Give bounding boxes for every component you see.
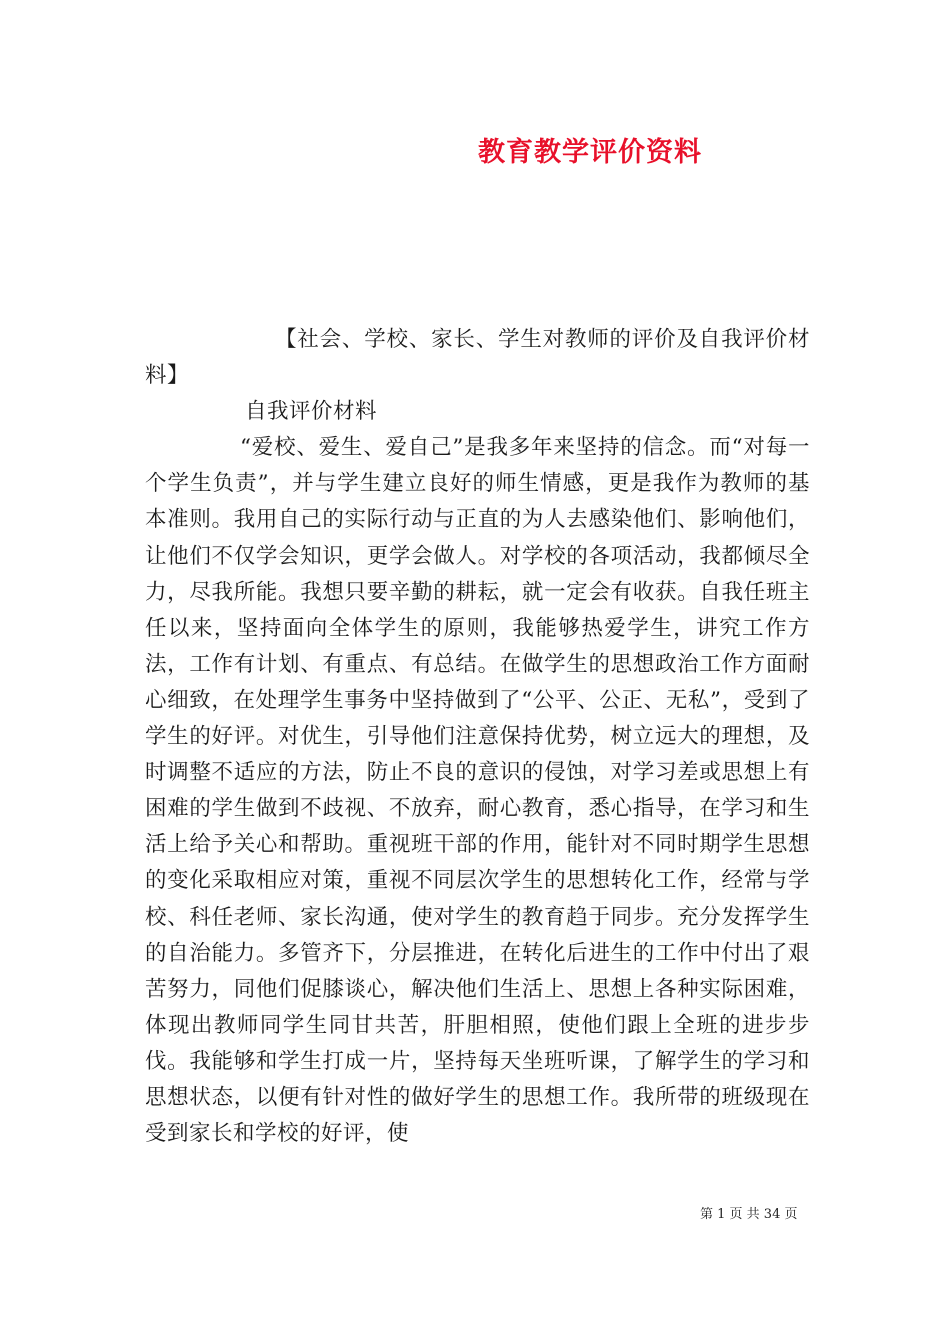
section-heading: 【社会、学校、家长、学生对教师的评价及自我评价材料】	[145, 327, 810, 389]
page-number-footer: 第 1 页 共 34 页	[700, 1207, 798, 1222]
document-body	[145, 322, 810, 1152]
document-title: 教育教学评价资料	[478, 137, 702, 168]
body-paragraph: “爱校、爱生、爱自己”是我多年来坚持的信念。而“对每一个学生负责”，并与学生建立良好的师生情感，更是我作为教师的基本准则。我用自己的实际行动与正直的为人去感染他们、影响他们，让他们不仅学会知识，更学会做人。对学校的各项活动，我都倾尽全力，尽我所能。我想只要辛勤的耕耘，就一定会有收获。自我任班主任以来，坚持面向全体学生的原则，我能够热爱学生，讲究工作方法，工作有计划、有重点、有总结。在做学生的思想政治工作方面耐心细致，在处理学生事务中坚持做到了“公平、公正、无私”，受到了学生的好评。对优生，引导他们注意保持优势，树立远大的理想，及时调整不适应的方法，防止不良的意识的侵蚀，对学习差或思想上有困难的学生做到不歧视、不放弃，耐心教育，悉心指导，在学习和生活上给予关心和帮助。重视班干部的作用，能针对不同时期学生思想的变化采取相应对策，重视不同层次学生的思想转化工作，经常与学校、科任老师、家长沟通，使对学生的教育趋于同步。充分发挥学生的自治能力。多管齐下，分层推进，在转化后进生的工作中付出了艰苦努力，同他们促膝谈心，解决他们生活上、思想上各种实际困难，体现出教师同学生同甘共苦，肝胆相照，使他们跟上全班的进步步伐。我能够和学生打成一片，坚持每天坐班听课，了解学生的学习和思想状态，以便有针对性的做好学生的思想工作。我所带的班级现在受到家长和学校的好评，使	[145, 435, 810, 1147]
sub-heading: 自我评价材料	[245, 399, 378, 425]
